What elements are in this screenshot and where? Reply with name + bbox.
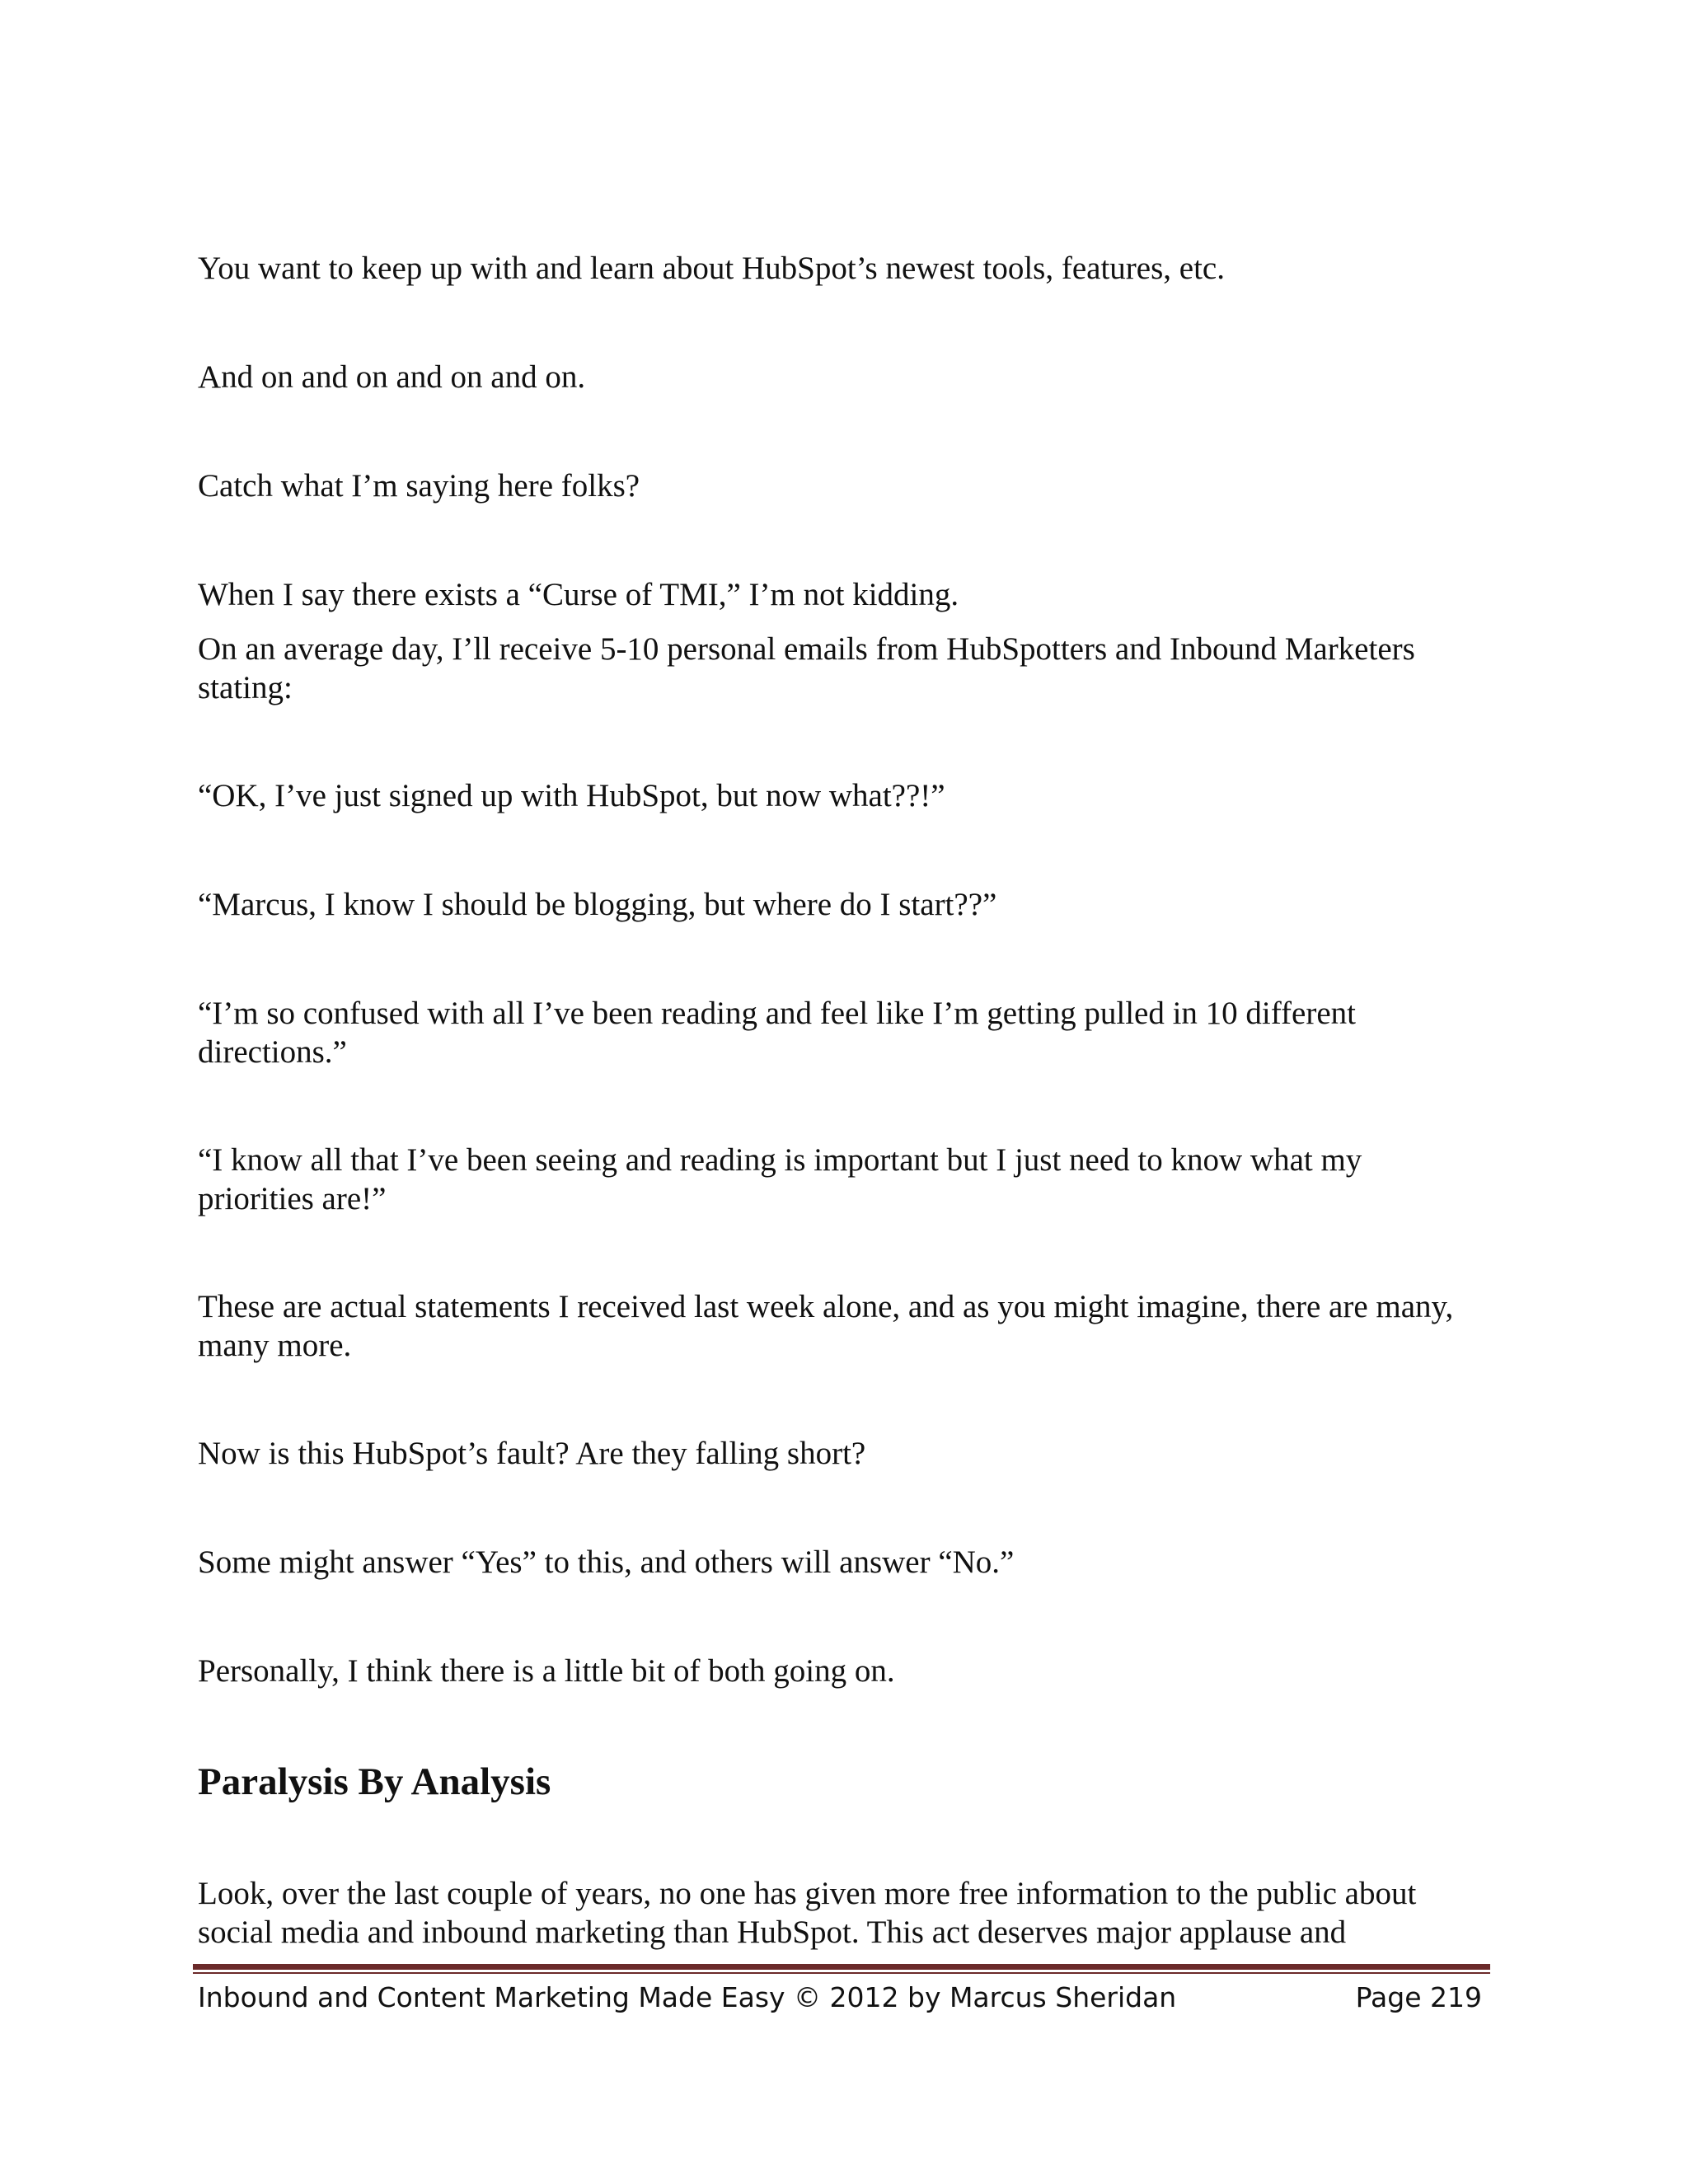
footer-rule	[193, 1964, 1490, 1970]
paragraph-on-and-on: And on and on and on and on.	[198, 359, 586, 395]
paragraph-free-information: Look, over the last couple of years, no one has given more free information to the public about social media and inbound marketing than HubSpot. This act deserves major applause and	[198, 1876, 1417, 1950]
quote-signed-up: “OK, I’ve just signed up with HubSpot, but now what??!”	[198, 778, 945, 813]
paragraph-catch-what: Catch what I’m saying here folks?	[198, 468, 640, 504]
paragraph-actual-statements: These are actual statements I received last week alone, and as you might imagine, there are many, many more.	[198, 1289, 1454, 1363]
paragraph-hubspot-fault: Now is this HubSpot’s fault? Are they falling short?	[198, 1436, 866, 1471]
footer-rule-thin	[193, 1972, 1490, 1974]
paragraph-both-going-on: Personally, I think there is a little bit of both going on.	[198, 1653, 895, 1689]
paragraph-average-day: On an average day, I’ll receive 5-10 personal emails from HubSpotters and Inbound Marketers stating:	[198, 631, 1415, 705]
quote-priorities: “I know all that I’ve been seeing and reading is important but I just need to know what my priorities are!”	[198, 1142, 1362, 1216]
footer-page-number: Page 219	[1355, 1981, 1482, 2013]
paragraph-hubspot-tools: You want to keep up with and learn about HubSpot’s newest tools, features, etc.	[198, 251, 1225, 286]
quote-confused: “I’m so confused with all I’ve been reading and feel like I’m getting pulled in 10 different directions.”	[198, 996, 1356, 1070]
footer-copyright: Inbound and Content Marketing Made Easy © 2012 by Marcus Sheridan	[198, 1981, 1177, 2013]
paragraph-yes-no: Some might answer “Yes” to this, and others will answer “No.”	[198, 1544, 1015, 1580]
section-heading: Paralysis By Analysis	[198, 1760, 551, 1803]
paragraph-curse-of-tmi: When I say there exists a “Curse of TMI,” I’m not kidding.	[198, 577, 959, 612]
quote-blogging: “Marcus, I know I should be blogging, but where do I start??”	[198, 887, 997, 922]
